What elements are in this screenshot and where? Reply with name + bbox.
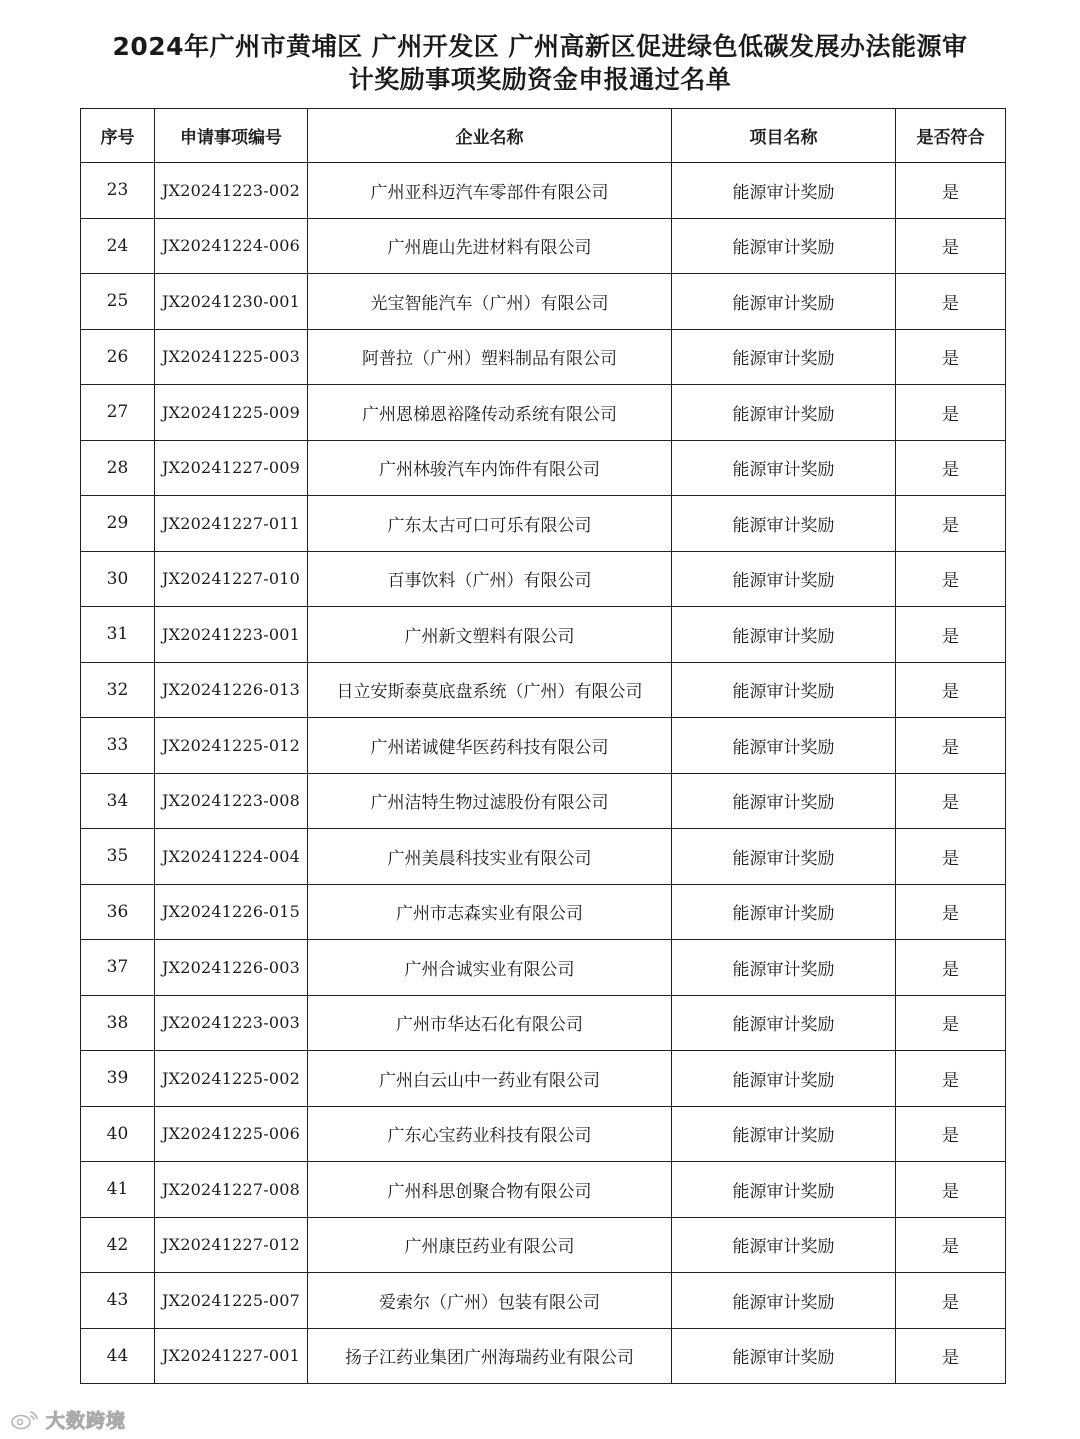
row-application-code: JX20241223-003: [155, 995, 308, 1051]
table-row: [81, 829, 1006, 885]
row-company-name: 阿普拉（广州）塑料制品有限公司: [308, 329, 672, 385]
row-index: 32: [81, 662, 155, 718]
row-project-name: 能源审计奖励: [672, 607, 896, 663]
table-row: [81, 385, 1006, 441]
row-eligible: 是: [896, 329, 1006, 385]
approval-list-table: [80, 108, 1006, 1384]
row-project-name: 能源审计奖励: [672, 385, 896, 441]
table-row: [81, 163, 1006, 219]
row-index: 43: [81, 1273, 155, 1329]
row-application-code: JX20241224-004: [155, 829, 308, 885]
row-index: 34: [81, 773, 155, 829]
row-eligible: 是: [896, 1106, 1006, 1162]
row-eligible: 是: [896, 773, 1006, 829]
row-project-name: 能源审计奖励: [672, 1106, 896, 1162]
row-company-name: 广州白云山中一药业有限公司: [308, 1051, 672, 1107]
row-project-name: 能源审计奖励: [672, 1273, 896, 1329]
table-row: [81, 218, 1006, 274]
row-company-name: 光宝智能汽车（广州）有限公司: [308, 274, 672, 330]
row-eligible: 是: [896, 718, 1006, 774]
row-eligible: 是: [896, 163, 1006, 219]
table-row: [81, 1217, 1006, 1273]
row-application-code: JX20241227-010: [155, 551, 308, 607]
table-row: [81, 329, 1006, 385]
row-eligible: 是: [896, 829, 1006, 885]
table-row: [81, 551, 1006, 607]
row-eligible: 是: [896, 884, 1006, 940]
table-row: [81, 1273, 1006, 1329]
row-index: 36: [81, 884, 155, 940]
table-row: [81, 496, 1006, 552]
table-row: [81, 607, 1006, 663]
row-project-name: 能源审计奖励: [672, 662, 896, 718]
row-project-name: 能源审计奖励: [672, 773, 896, 829]
row-eligible: 是: [896, 940, 1006, 996]
row-project-name: 能源审计奖励: [672, 1051, 896, 1107]
row-project-name: 能源审计奖励: [672, 718, 896, 774]
row-company-name: 广州新文塑料有限公司: [308, 607, 672, 663]
row-index: 31: [81, 607, 155, 663]
header-project-name: 项目名称: [672, 109, 896, 163]
table-row: [81, 773, 1006, 829]
header-application-code: 申请事项编号: [155, 109, 308, 163]
row-company-name: 日立安斯泰莫底盘系统（广州）有限公司: [308, 662, 672, 718]
row-project-name: 能源审计奖励: [672, 1217, 896, 1273]
row-eligible: 是: [896, 551, 1006, 607]
row-company-name: 广州美晨科技实业有限公司: [308, 829, 672, 885]
row-project-name: 能源审计奖励: [672, 995, 896, 1051]
row-company-name: 百事饮料（广州）有限公司: [308, 551, 672, 607]
row-eligible: 是: [896, 385, 1006, 441]
row-index: 38: [81, 995, 155, 1051]
table-row: [81, 1328, 1006, 1384]
row-company-name: 扬子江药业集团广州海瑞药业有限公司: [308, 1328, 672, 1384]
row-eligible: 是: [896, 1217, 1006, 1273]
row-project-name: 能源审计奖励: [672, 884, 896, 940]
row-company-name: 广州恩梯恩裕隆传动系统有限公司: [308, 385, 672, 441]
row-company-name: 广州洁特生物过滤股份有限公司: [308, 773, 672, 829]
row-project-name: 能源审计奖励: [672, 1328, 896, 1384]
row-eligible: 是: [896, 1273, 1006, 1329]
table-body: [81, 163, 1006, 1384]
row-application-code: JX20241227-012: [155, 1217, 308, 1273]
row-application-code: JX20241226-003: [155, 940, 308, 996]
row-index: 39: [81, 1051, 155, 1107]
row-project-name: 能源审计奖励: [672, 829, 896, 885]
table-row: [81, 1162, 1006, 1218]
row-index: 28: [81, 440, 155, 496]
table-row: [81, 1051, 1006, 1107]
row-company-name: 广州鹿山先进材料有限公司: [308, 218, 672, 274]
row-project-name: 能源审计奖励: [672, 329, 896, 385]
row-company-name: 广州市志森实业有限公司: [308, 884, 672, 940]
row-application-code: JX20241225-006: [155, 1106, 308, 1162]
row-index: 42: [81, 1217, 155, 1273]
row-index: 24: [81, 218, 155, 274]
header-company-name: 企业名称: [308, 109, 672, 163]
watermark: [10, 1404, 126, 1434]
row-application-code: JX20241224-006: [155, 218, 308, 274]
row-company-name: 广州诺诚健华医药科技有限公司: [308, 718, 672, 774]
row-project-name: 能源审计奖励: [672, 163, 896, 219]
row-eligible: 是: [896, 1051, 1006, 1107]
row-eligible: 是: [896, 274, 1006, 330]
row-application-code: JX20241227-009: [155, 440, 308, 496]
row-application-code: JX20241226-015: [155, 884, 308, 940]
row-eligible: 是: [896, 1328, 1006, 1384]
row-company-name: 广州市华达石化有限公司: [308, 995, 672, 1051]
row-index: 23: [81, 163, 155, 219]
row-index: 30: [81, 551, 155, 607]
row-company-name: 广州合诚实业有限公司: [308, 940, 672, 996]
watermark-text: 大数跨境: [46, 1409, 127, 1432]
row-index: 44: [81, 1328, 155, 1384]
row-eligible: 是: [896, 995, 1006, 1051]
row-application-code: JX20241226-013: [155, 662, 308, 718]
document-title: [40, 30, 1040, 96]
row-application-code: JX20241225-009: [155, 385, 308, 441]
row-application-code: JX20241225-003: [155, 329, 308, 385]
table-row: [81, 274, 1006, 330]
row-index: 33: [81, 718, 155, 774]
row-project-name: 能源审计奖励: [672, 1162, 896, 1218]
header-eligible: 是否符合: [896, 109, 1006, 163]
row-index: 35: [81, 829, 155, 885]
row-application-code: JX20241227-001: [155, 1328, 308, 1384]
table-row: [81, 662, 1006, 718]
row-eligible: 是: [896, 218, 1006, 274]
table-header-row: [81, 109, 1006, 163]
header-index: 序号: [81, 109, 155, 163]
row-project-name: 能源审计奖励: [672, 274, 896, 330]
row-company-name: 爱索尔（广州）包装有限公司: [308, 1273, 672, 1329]
row-eligible: 是: [896, 496, 1006, 552]
table-row: [81, 1106, 1006, 1162]
row-company-name: 广州亚科迈汽车零部件有限公司: [308, 163, 672, 219]
row-project-name: 能源审计奖励: [672, 440, 896, 496]
row-eligible: 是: [896, 440, 1006, 496]
row-project-name: 能源审计奖励: [672, 496, 896, 552]
row-index: 40: [81, 1106, 155, 1162]
table-row: [81, 884, 1006, 940]
row-project-name: 能源审计奖励: [672, 940, 896, 996]
row-application-code: JX20241225-007: [155, 1273, 308, 1329]
row-application-code: JX20241227-011: [155, 496, 308, 552]
row-application-code: JX20241230-001: [155, 274, 308, 330]
row-company-name: 广州科思创聚合物有限公司: [308, 1162, 672, 1218]
row-application-code: JX20241223-008: [155, 773, 308, 829]
row-application-code: JX20241223-002: [155, 163, 308, 219]
row-application-code: JX20241225-012: [155, 718, 308, 774]
row-application-code: JX20241227-008: [155, 1162, 308, 1218]
row-project-name: 能源审计奖励: [672, 218, 896, 274]
row-index: 26: [81, 329, 155, 385]
title-line-1: 2024年广州市黄埔区 广州开发区 广州高新区促进绿色低碳发展办法能源审: [112, 32, 968, 61]
table-row: [81, 995, 1006, 1051]
row-eligible: 是: [896, 607, 1006, 663]
row-index: 29: [81, 496, 155, 552]
row-index: 27: [81, 385, 155, 441]
table-row: [81, 440, 1006, 496]
row-company-name: 广东心宝药业科技有限公司: [308, 1106, 672, 1162]
row-project-name: 能源审计奖励: [672, 551, 896, 607]
table-row: [81, 718, 1006, 774]
row-index: 41: [81, 1162, 155, 1218]
row-eligible: 是: [896, 662, 1006, 718]
weibo-logo-icon: [10, 1408, 40, 1430]
row-application-code: JX20241223-001: [155, 607, 308, 663]
row-index: 37: [81, 940, 155, 996]
row-application-code: JX20241225-002: [155, 1051, 308, 1107]
row-company-name: 广州林骏汽车内饰件有限公司: [308, 440, 672, 496]
table-row: [81, 940, 1006, 996]
row-company-name: 广东太古可口可乐有限公司: [308, 496, 672, 552]
row-index: 25: [81, 274, 155, 330]
row-eligible: 是: [896, 1162, 1006, 1218]
row-company-name: 广州康臣药业有限公司: [308, 1217, 672, 1273]
title-line-2: 计奖励事项奖励资金申报通过名单: [348, 65, 732, 94]
